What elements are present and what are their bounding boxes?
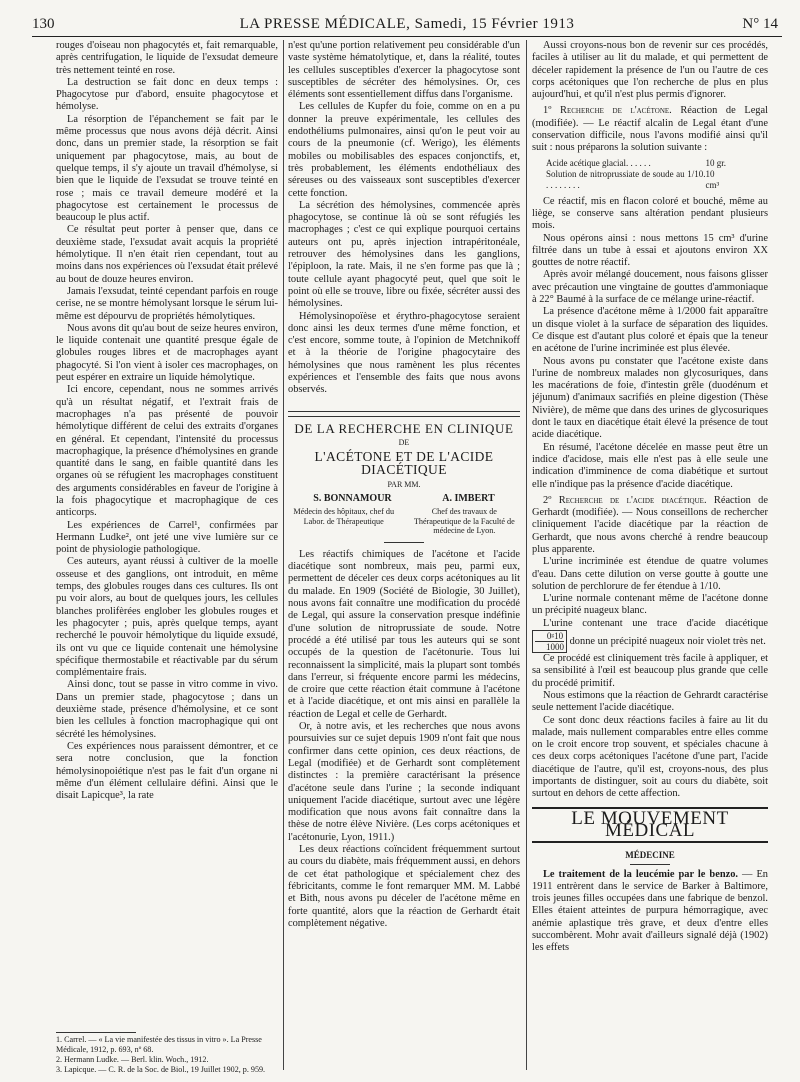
paragraph: Ce réactif, mis en flacon coloré et bouché, même au liège, se conserve sans altération pendant plusieurs mois. (532, 195, 768, 232)
issue-number: N° 14 (742, 16, 778, 32)
paragraph: Ainsi donc, tout se passe in vitro comme in vivo. Dans un premier stade, phagocytose ; dans un deuxième stade, présence d'hémolysine, et ce sont bien les cellules à fonction macrophagique qui ont sécrété les hémolysines. (56, 679, 278, 740)
mouvement-article: Le traitement de la leucémie par le benzo. — En 1911 entrèrent dans le service de Barker à Baltimore, trois jeunes filles occupées dans une fabrique de benzol. Elles étaient atteintes de purpura hémorragique, avec anémie aplastique très grave, et deux d'entre elles succombèrent. Mohr avait d'ailleurs signalé déjà (1902) les effets (532, 868, 768, 954)
column-2 (288, 40, 520, 1070)
page-number: 130 (32, 16, 55, 32)
column-divider (283, 40, 284, 1070)
article-affiliations (288, 507, 520, 536)
recipe-qty: 10 gr. (705, 157, 726, 168)
page-header (32, 14, 782, 37)
section-medecine: MÉDECINE (532, 849, 768, 864)
paragraph-fraction: L'urine contenant une trace d'acide diacétique $\frac{\text{0ᵍ10}}{1000}$ donne un précipité nuageux noir violet très net. (532, 618, 768, 653)
column-3 (532, 40, 768, 1070)
paragraph: Les réactifs chimiques de l'acétone et l'acide diacétique sont nombreux, mais peu, parmi eux, permettent de déceler ces deux corps acétoniques au lit du malade. En 1909 (Société de Biologie, 30 Juillet), nous avons fait connaître une modification du procédé de Legal, qui assure la conservation presque indéfinie d'une solution de nitroprussiate de soude. Notre procédé a été utilisé par tous les auteurs qui se sont occupés de la question de l'acétonurie. Tous lui reconnaissent la simplicité, mais la plupart sont tombés dans l'erreur, si fréquente encore parmi les médecins, de croire que cette réaction était commune à l'acétone et à l'acide diacétique, et ont mis ainsi en parallèle la réaction de Legal et celle de Gerhardt. (288, 548, 520, 720)
article-title-line2: L'ACÉTONE ET DE L'ACIDE DIACÉTIQUE (314, 449, 494, 477)
mouvement-title: LE MOUVEMENT MÉDICAL (571, 807, 729, 841)
paragraph: Les cellules de Kupfer du foie, comme on en a pu donner la preuve expérimentale, les cellules des endothéliums pulmonaires, ainsi qu'on le peut voir au cours de la pneumonie (cf. Werigo), les éléments mobiles ou mobilisables des espaces conjonctifs, et, très probablement, les éléments endothéliaux des séreuses ou des vaisseaux sont susceptibles d'exercer cette fonction. (288, 101, 520, 199)
recipe (546, 158, 768, 191)
section-heading: 2º Recherche de l'acide diacétique. (543, 494, 707, 506)
affiliation-2: Chef des travaux de Thérapeutique de la Faculté de médecine de Lyon. (413, 507, 515, 536)
section-heading: 1º Recherche de l'acétone. (543, 105, 672, 117)
recipe-item: Solution de nitroprussiate de soude au 1/10. . . . . . . . . (546, 168, 706, 190)
mouvement-article-title: Le traitement de la leucémie par le benzo. (543, 868, 739, 880)
paragraph: La résorption de l'épanchement se fait par le même processus que nous avons déjà décrit. Ainsi donc, dans un premier stade, la résorption se fait uniquement par phagocytose, mais, au bout de quelque temps, il s'y ajoute un travail d'hémolyse, si bien que le liquide de l'exsudat se trouve teinté en rose ; mais ce travail demeure modéré et la phagocytose est certainement le processus de beaucoup le plus actif. (56, 113, 278, 224)
paragraph: En résumé, l'acétone décelée en masse peut être un indice d'acidose, mais elle n'est pas à elle seule une indication d'imminence de coma diabétique et surtout elle n'indique pas la présence d'acide diacétique. (532, 441, 768, 490)
paragraph: Après avoir mélangé doucement, nous faisons glisser avec précaution une vingtaine de gouttes d'ammoniaque à 22° Baumé à la surface de ce mélange urine-réactif. (532, 269, 768, 306)
article-title-line1: DE LA RECHERCHE EN CLINIQUE (294, 420, 514, 436)
footnote: 3. Lapicque. — C. R. de la Soc. de Biol., 19 Juillet 1902, p. 959. (56, 1065, 266, 1074)
article-authors (288, 493, 520, 505)
author-2: A. IMBERT (442, 493, 495, 505)
article-title-de: DE (398, 437, 410, 447)
fraction: $\frac{\text{0ᵍ10}}{1000}$ (532, 630, 567, 653)
paragraph: n'est qu'une portion relativement peu considérable d'un vaste système hématolytique, et, dans la réalité, toutes les cellules susceptibles d'exercer la phagocytose sont susceptibles de sécréter des hémolysines. Or, ces éléments sont essentiellement diffus dans l'organisme. (288, 40, 520, 101)
paragraph: Ces auteurs, ayant réussi à cultiver de la moelle osseuse et des ganglions, ont introduit, en même temps, des globules rouges dans ces cultures. Ils ont pu voir alors, au bout de quelques jours, les cellules blanches prolifèrées englober les globules rouges et les phagocyter ; puis, après quelque temps, ayant recherché le pouvoir hémolytique du liquide exsudé, ils ont vu que ce liquide contenait une hémolysine spécifique thermostabile et réactivable par du sérum complémentaire frais. (56, 556, 278, 679)
journal-title: LA PRESSE MÉDICALE, Samedi, 15 Février 1913 (239, 16, 575, 32)
paragraph: Ici encore, cependant, nous ne sommes arrivés qu'à un résultat négatif, et l'extrait frais de macrophages n'a pas présenté de pouvoir hémolytique différent de celui des extraits d'organes en général. Et cependant, l'intensité du processus macrophagique, la présence d'hémolysines en grande quantité dans le sang, en faible quantité dans les organes où se réfugient les macrophages constituent des arguments considérables en faveur de l'origine à la fois phagocytique et macrophagique de ces anticorps. (56, 384, 278, 519)
paragraph: Nous avons dit qu'au bout de seize heures environ, le liquide contenait une quantité presque égale de globules rouges libres et de macrophages ayant phagocyté. Si l'on vient à isoler ces macrophages, on peut espérer en extraire un liquide hémolytique. (56, 322, 278, 384)
paragraph: Or, à notre avis, et les recherches que nous avons poursuivies sur ce sujet depuis 1909 n'ont fait que nous confirmer dans cette opinion, ces deux réactions, de Legal (modifiée) et de Gerhardt sont complètement distinctes : la première caractérisant la présence d'acétone seule dans l'urine ; la seconde indiquant uniquement l'acide diacétique, surtout avec une légère modification que nous avons fait connaître dans la thèse de notre élève Nivière. (Les corps acétoniques et l'acétonurie, Lyon, 1911.) (288, 721, 520, 843)
paragraph: L'urine normale contenant même de l'acétone donne un précipité nuageux blanc. (532, 593, 768, 617)
paragraph: Hémolysinopoïèse et érythro-phagocytose seraient donc ainsi les deux termes d'une même fonction, et c'est encore, somme toute, à l'opinion de Metchnikoff et à la théorie de l'origine phagocytaire des hémolysines que nous ramènent les plus récentes expériences et l'ensemble des faits que nous avons observés. (288, 310, 520, 396)
paragraph: rouges d'oiseau non phagocytés et, fait remarquable, après centrifugation, le liquide de l'exsudat demeure très nettement teinté en rose. (56, 40, 278, 76)
section-acetone: 1º Recherche de l'acétone. Réaction de Legal (modifiée). — Le réactif alcalin de Legal étant d'une conservation difficile, nous l'avons modifié ainsi qu'il suit : nous préparons la solution suivante : (532, 105, 768, 154)
column-divider (526, 40, 527, 1070)
paragraph: Jamais l'exsudat, teinté cependant parfois en rouge cerise, ne se montre hémolysant lorsque le sérum lui-même est dépourvu de propriétés hémolytiques. (56, 285, 278, 322)
paragraph: Les expériences de Carrel¹, confirmées par Hermann Ludke², ont jeté une vive lumière sur ce point de physiologie pathologique. (56, 519, 278, 556)
paragraph: La sécrétion des hémolysines, commencée après phagocytose, se continue là où se sont réfugiés les macrophages ; c'est ce qui explique pourquoi certains auteurs ont pu, après injection intrapéritonéale, retrouver des hémolysines dans les ganglions, l'épiploon, la rate. Mais, il ne s'en forme pas que là ; toute cellule ayant phagocyté peut, quel que soit le point où elle se trouve, libre ou fixée, sécréter aussi des hémolysines. (288, 199, 520, 310)
paragraph: Ces expériences nous paraissent démontrer, et ce sera notre conclusion, que la fonction hémolysinopoiétique n'est pas le fait d'un organe ni même d'un élément cellulaire défini. Ainsi que le disait Lapicque³, la rate (56, 740, 278, 802)
paragraph: Ce résultat peut porter à penser que, dans ce deuxième stade, l'exsudat avait acquis la propriété hémolytique. Il n'en était rien cependant, tout au moins dans nos expériences où l'exsudat était prélevé au bout de douze heures environ. (56, 224, 278, 285)
footnote: 2. Hermann Ludke. — Berl. klin. Woch., 1912. (56, 1055, 209, 1064)
paragraph: L'urine incriminée est étendue de quatre volumes d'eau. Dans cette dilution on verse goutte à goutte une solution de perchlorure de fer étendue à 1/10. (532, 556, 768, 592)
author-1: S. BONNAMOUR (313, 493, 392, 505)
paragraph: Aussi croyons-nous bon de revenir sur ces procédés, faciles à utiliser au lit du malade, et qui permettent de déceler rapidement la présence de l'un ou l'autre de ces corps acétoniques que l'on recherche de plus en plus aujourd'hui, et qu'il n'est plus permis d'ignorer. (532, 40, 768, 101)
paragraph: Nous opérons ainsi : nous mettons 15 cm³ d'urine filtrée dans un tube à essai et ajoutons environ XX gouttes de notre réactif. (532, 232, 768, 269)
footnotes (56, 1032, 278, 1075)
paragraph: Nous avons pu constater que l'acétone existe dans l'urine de nombreux malades non glycosuriques, dans les macérations de foie, d'intestin grêle (duodénum et jéjunum) d'animaux sacrifiés en pleine digestion (Thèse Nivière), de même que dans des urines de glycosuriques dont le taux en diacétique était élevé la présence de tout acide diacétique. (532, 355, 768, 441)
paragraph: Ce sont donc deux réactions faciles à faire au lit du malade, mais nullement comparables entre elles comme on le croit encore trop souvent, et spéciales chacune à ces deux corps acétoniques l'acétone d'une part, l'acide diacétique de l'autre, qu'il est, croyons-nous, des plus importants de distinguer, soit au cours du diabète, soit surtout en dehors de cette affection. (532, 714, 768, 800)
paragraph: Nous estimons que la réaction de Gehrardt caractérise seule nettement l'acide diacétique. (532, 689, 768, 714)
paragraph: Les deux réactions coïncident fréquemment surtout au cours du diabète, mais fréquemment aussi, en dehors de cet état pathologique et spécialement chez des fébricitants, comme le font remarquer MM. M. Labbé et Bith, nous avons pu déceler de l'acétone même en forte quantité, alors que la réaction de Gerhardt était complètement négative. (288, 844, 520, 929)
column-1 (56, 40, 278, 1030)
article-par: PAR MM. (387, 479, 421, 489)
paragraph: La présence d'acétone même à 1/2000 fait apparaître un disque violet à la surface de séparation des liquides. Ce disque est d'autant plus coloré et épais que la teneur en acétone de l'urine incriminée est plus élevée. (532, 306, 768, 355)
recipe-item: Acide acétique glacial. . . . . . (546, 157, 651, 168)
paragraph: La destruction se fait donc en deux temps : Phagocytose pur d'abord, ensuite phagocytose et hémolyse. (56, 76, 278, 113)
section-diacetique: 2º Recherche de l'acide diacétique. Réaction de Gerhardt (modifiée). — Nous conseillons de rechercher cliniquement l'acide diacétique par la réaction de Gerhardt, que nous avons cherché à rendre beaucoup plus apparente. (532, 494, 768, 555)
affiliation-1: Médecin des hôpitaux, chef du Labor. de Thérapeutique (293, 507, 395, 526)
recipe-qty: 10 cm³ (705, 168, 720, 190)
footnote: 1. Carrel. — « La vie manifestée des tissus in vitro ». La Presse Médicale, 1912, p. 693, nº 68. (56, 1035, 262, 1054)
paragraph: Ce procédé est cliniquement très facile à appliquer, et sa sensibilité à l'œil est beaucoup plus grande que celle du procédé primitif. (532, 653, 768, 689)
